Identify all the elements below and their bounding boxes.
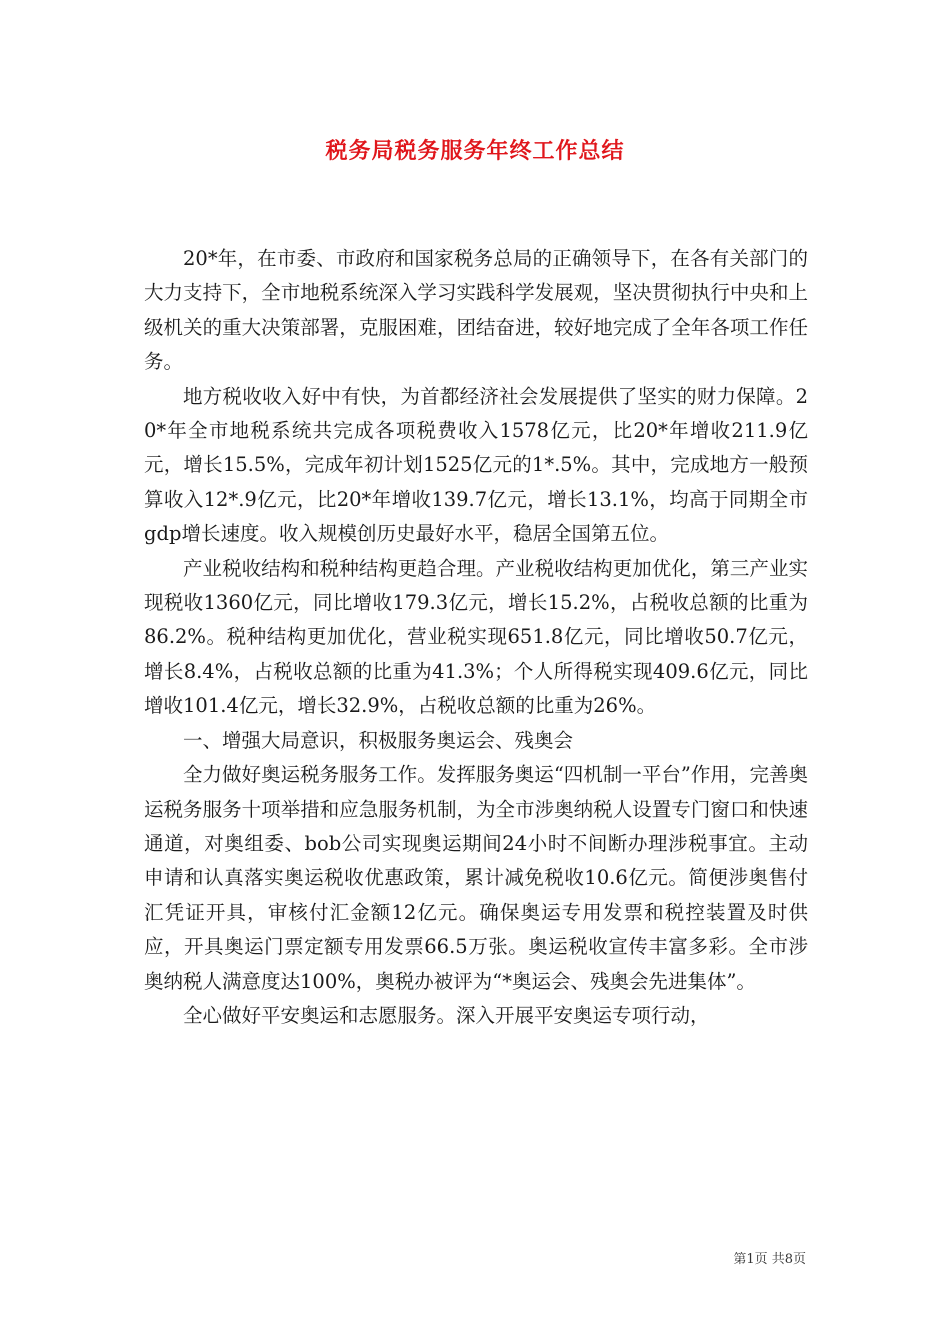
document-title: 税务局税务服务年终工作总结: [325, 139, 625, 164]
paragraph-structure: 产业税收结构和税种结构更趋合理。产业税收结构更加优化，第三产业实现税收1360亿元，同比增收179.3亿元，增长15.2%，占税收总额的比重为86.2%。税种结构更加优化，营业税实现651.8亿元，同比增收50.7亿元，增长8.4%，占税收总额的比重为41.3%；个人所得税实现409.6亿元，同比增收101.4亿元，增长32.9%，占税收总额的比重为26%。: [144, 556, 808, 718]
paragraph-revenue: 地方税收收入好中有快，为首都经济社会发展提供了坚实的财力保障。20*年全市地税系统共完成各项税费收入1578亿元，比20*年增收211.9亿元，增长15.5%，完成年初计划1525亿元的1*.5%。其中，完成地方一般预算收入12*.9亿元，比20*年增收139.7亿元，增长13.1%，均高于同期全市gdp增长速度。收入规模创历史最好水平，稳居全国第五位。: [144, 384, 808, 546]
paragraph-intro: 20*年，在市委、市政府和国家税务总局的正确领导下，在各有关部门的大力支持下，全市地税系统深入学习实践科学发展观，坚决贯彻执行中央和上级机关的重大决策部署，克服困难，团结奋进，较好地完成了全年各项工作任务。: [144, 247, 808, 374]
section-heading-1: 一、增强大局意识，积极服务奥运会、残奥会: [183, 728, 574, 752]
paragraph-olympic-service: 全力做好奥运税务服务工作。发挥服务奥运“四机制一平台”作用，完善奥运税务服务十项举措和应急服务机制，为全市涉奥纳税人设置专门窗口和快速通道，对奥组委、bob公司实现奥运期间24小时不间断办理涉税事宜。主动申请和认真落实奥运税收优惠政策，累计减免税收10.6亿元。简便涉奥售付汇凭证开具，审核付汇金额12亿元。确保奥运专用发票和税控装置及时供应，开具奥运门票定额专用发票66.5万张。奥运税收宣传丰富多彩。全市涉奥纳税人满意度达100%，奥税办被评为“*奥运会、残奥会先进集体”。: [144, 763, 808, 993]
document-body: [144, 242, 808, 1033]
page-indicator: 第1页 共8页: [733, 1252, 806, 1267]
paragraph-volunteer-service: 全心做好平安奥运和志愿服务。深入开展平安奥运专项行动，: [183, 1003, 710, 1027]
